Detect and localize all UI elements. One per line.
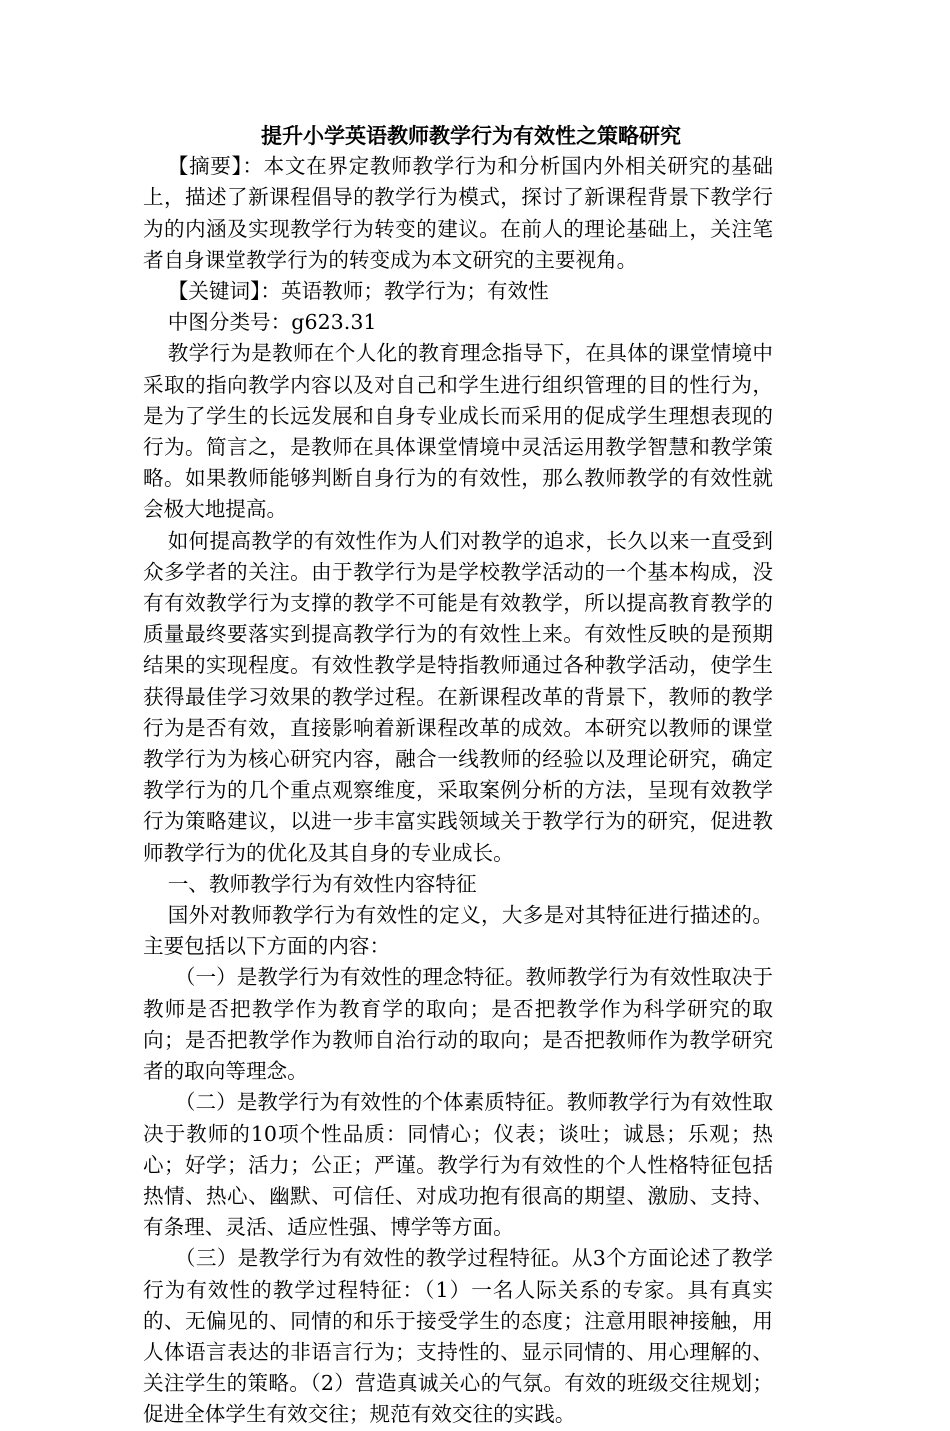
- keywords-line: 【关键词】：英语教师；教学行为；有效性: [167, 279, 549, 304]
- document-body: [143, 120, 773, 1431]
- classification-line: 中图分类号：g623.31: [167, 310, 377, 335]
- body-paragraph: 教学行为是教师在个人化的教育理念指导下，在具体的课堂情境中采取的指向教学内容以及对自己和学生进行组织管理的目的性行为，是为了学生的长远发展和自身专业成长而采用的促成学生理想表现的行为。简言之，是教师在具体课堂情境中灵活运用教学智慧和教学策略。如果教师能够判断自身行为的有效性，那么教师教学的有效性就会极大地提高。: [143, 341, 773, 522]
- list-item-paragraph: （三）是教学行为有效性的教学过程特征。从3个方面论述了教学行为有效性的教学过程特征：（1）一名人际关系的专家。具有真实的、无偏见的、同情的和乐于接受学生的态度；注意用眼神接触，用人体语言表达的非语言行为；支持性的、显示同情的、用心理解的、关注学生的策略。（2）营造真诚关心的气氛。有效的班级交往规划；促进全体学生有效交往；规范有效交往的实践。: [143, 1246, 773, 1427]
- document-title: 提升小学英语教师教学行为有效性之策略研究: [261, 123, 681, 148]
- body-paragraph: 如何提高教学的有效性作为人们对教学的追求，长久以来一直受到众多学者的关注。由于教学行为是学校教学活动的一个基本构成，没有有效教学行为支撑的教学不可能是有效教学，所以提高教育教学的质量最终要落实到提高教学行为的有效性上来。有效性反映的是预期结果的实现程度。有效性教学是特指教师通过各种教学活动，使学生获得最佳学习效果的教学过程。在新课程改革的背景下，教师的教学行为是否有效，直接影响着新课程改革的成效。本研究以教师的课堂教学行为为核心研究内容，融合一线教师的经验以及理论研究，确定教学行为的几个重点观察维度，采取案例分析的方法，呈现有效教学行为策略建议，以进一步丰富实践领域关于教学行为的研究，促进教师教学行为的优化及其自身的专业成长。: [143, 528, 773, 865]
- section-intro-paragraph: 国外对教师教学行为有效性的定义，大多是对其特征进行描述的。主要包括以下方面的内容：: [143, 903, 773, 959]
- list-item-paragraph: （一）是教学行为有效性的理念特征。教师教学行为有效性取决于教师是否把教学作为教育学的取向；是否把教学作为科学研究的取向；是否把教学作为教师自治行动的取向；是否把教师作为教学研究者的取向等理念。: [143, 965, 773, 1084]
- list-item-paragraph: （二）是教学行为有效性的个体素质特征。教师教学行为有效性取决于教师的10项个性品质：同情心；仪表；谈吐；诚恳；乐观；热心；好学；活力；公正；严谨。教学行为有效性的个人性格特征包括热情、热心、幽默、可信任、对成功抱有很高的期望、激励、支持、有条理、灵活、适应性强、博学等方面。: [143, 1090, 773, 1240]
- abstract-paragraph: 【摘要】：本文在界定教师教学行为和分析国内外相关研究的基础上，描述了新课程倡导的教学行为模式，探讨了新课程背景下教学行为的内涵及实现教学行为转变的建议。在前人的理论基础上，关注笔者自身课堂教学行为的转变成为本文研究的主要视角。: [143, 154, 773, 272]
- section-heading: 一、教师教学行为有效性内容特征: [167, 871, 477, 896]
